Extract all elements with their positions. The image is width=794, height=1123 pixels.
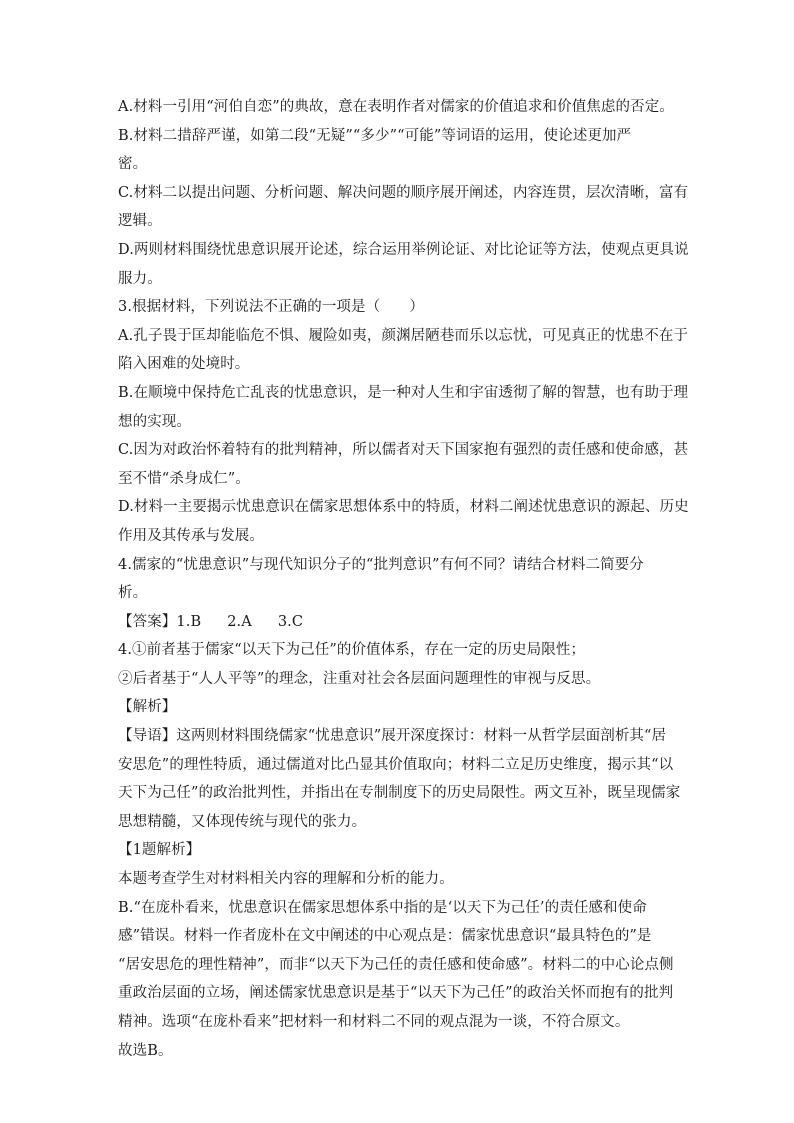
q3-stem: 3.根据材料，下列说法不正确的一项是（ ） [118,299,425,316]
q1-body-line-6: 精神。选项“在庞朴看来”把材料一和材料二不同的观点混为一谈，不符合原文。 [118,1014,630,1030]
document-page [118,93,689,1065]
q3-option-d: D.材料一主要揭示忧患意识在儒家思想体系中的特质，材料二阐述忧患意识的源起、历史 [118,499,689,516]
q1-body-line-3: 感”错误。材料一作者庞朴在文中阐述的中心观点是：儒家忧患意识“最具特色的”是 [118,928,652,945]
answer-line [118,608,674,637]
answer-3: 3.C [277,613,304,630]
answer-q4-part2: ②后者基于“人人平等”的理念，注重对社会各层面问题理性的审视与反思。 [118,670,601,687]
answer-1: 1.B [176,613,202,630]
q3-option-d-cont: 作用及其传承与发展。 [118,527,264,544]
q3-option-c: C.因为对政治怀着特有的批判精神，所以儒者对天下国家抱有强烈的责任感和使命感，甚 [118,442,689,459]
q2-option-c-cont: 逻辑。 [118,213,162,230]
q3-option-a: A.孔子畏于匡却能临危不惧、履险如夷，颜渊居陋巷而乐以忘忧，可见真正的忧患不在于 [118,327,689,344]
q4-stem-cont: 析。 [118,585,148,602]
q2-option-a: A.材料一引用“河伯自恋”的典故，意在表明作者对儒家的价值追求和价值焦虑的否定。 [118,99,674,115]
q1-conclusion: 故选B。 [118,1042,173,1059]
intro-line-3: 天下为己任”的政治批判性，并指出在专制制度下的历史局限性。两文互补，既呈现儒家 [118,785,681,802]
q2-option-c: C.材料二以提出问题、分析问题、解决问题的顺序展开阐述，内容连贯，层次清晰，富有 [118,184,689,201]
intro-line-4: 思想精髓，又体现传统与现代的张力。 [118,813,367,830]
q1-body-line-4: “居安思危的理性精神”，而非“以天下为己任的责任感和使命感”。材料二的中心论点侧 [118,956,674,973]
q3-option-c-cont: 至不惜“杀身成仁”。 [118,470,250,487]
q1-body-line-5: 重政治层面的立场，阐述儒家忧患意识是基于“以天下为己任”的政治关怀而抱有的批判 [118,985,674,1002]
q1-heading: 【1题解析】 [118,842,201,859]
q1-body-line-1: 本题考查学生对材料相关内容的理解和分析的能力。 [118,871,454,888]
answer-q4-part1: 4.①前者基于儒家“以天下为己任”的价值体系，存在一定的历史局限性； [118,642,586,659]
q3-option-a-cont: 陷入困难的处境时。 [118,356,250,373]
q2-option-b-cont: 密。 [118,156,148,173]
q3-option-b-cont: 想的实现。 [118,413,191,430]
q1-body-line-2: B.“在庞朴看来，忧患意识在儒家思想体系中指的是‘以天下为己任’的责任感和使命 [118,899,647,916]
intro-line-2: 安思危”的理性特质，通过儒道对比凸显其价值取向；材料二立足历史维度，揭示其“以 [118,756,674,773]
q2-option-d-cont: 服力。 [118,270,162,287]
answer-label: 【答案】 [118,613,177,630]
answer-2: 2.A [227,613,252,630]
analysis-heading: 【解析】 [118,699,177,716]
q2-option-d: D.两则材料围绕忧患意识展开论述，综合运用举例论证、对比论证等方法，使观点更具说 [118,241,689,258]
intro-line-1: 【导语】这两则材料围绕儒家“忧患意识”展开深度探讨：材料一从哲学层面剖析其“居 [118,728,667,745]
q3-option-b: B.在顺境中保持危亡乱丧的忧患意识，是一种对人生和宇宙透彻了解的智慧，也有助于理 [118,384,689,401]
q4-stem: 4.儒家的“忧患意识”与现代知识分子的“批判意识”有何不同？请结合材料二简要分 [118,556,644,573]
q2-option-b: B.材料二措辞严谨，如第二段“无疑”“多少”“可能”等词语的运用，使论述更加严 [118,127,632,144]
